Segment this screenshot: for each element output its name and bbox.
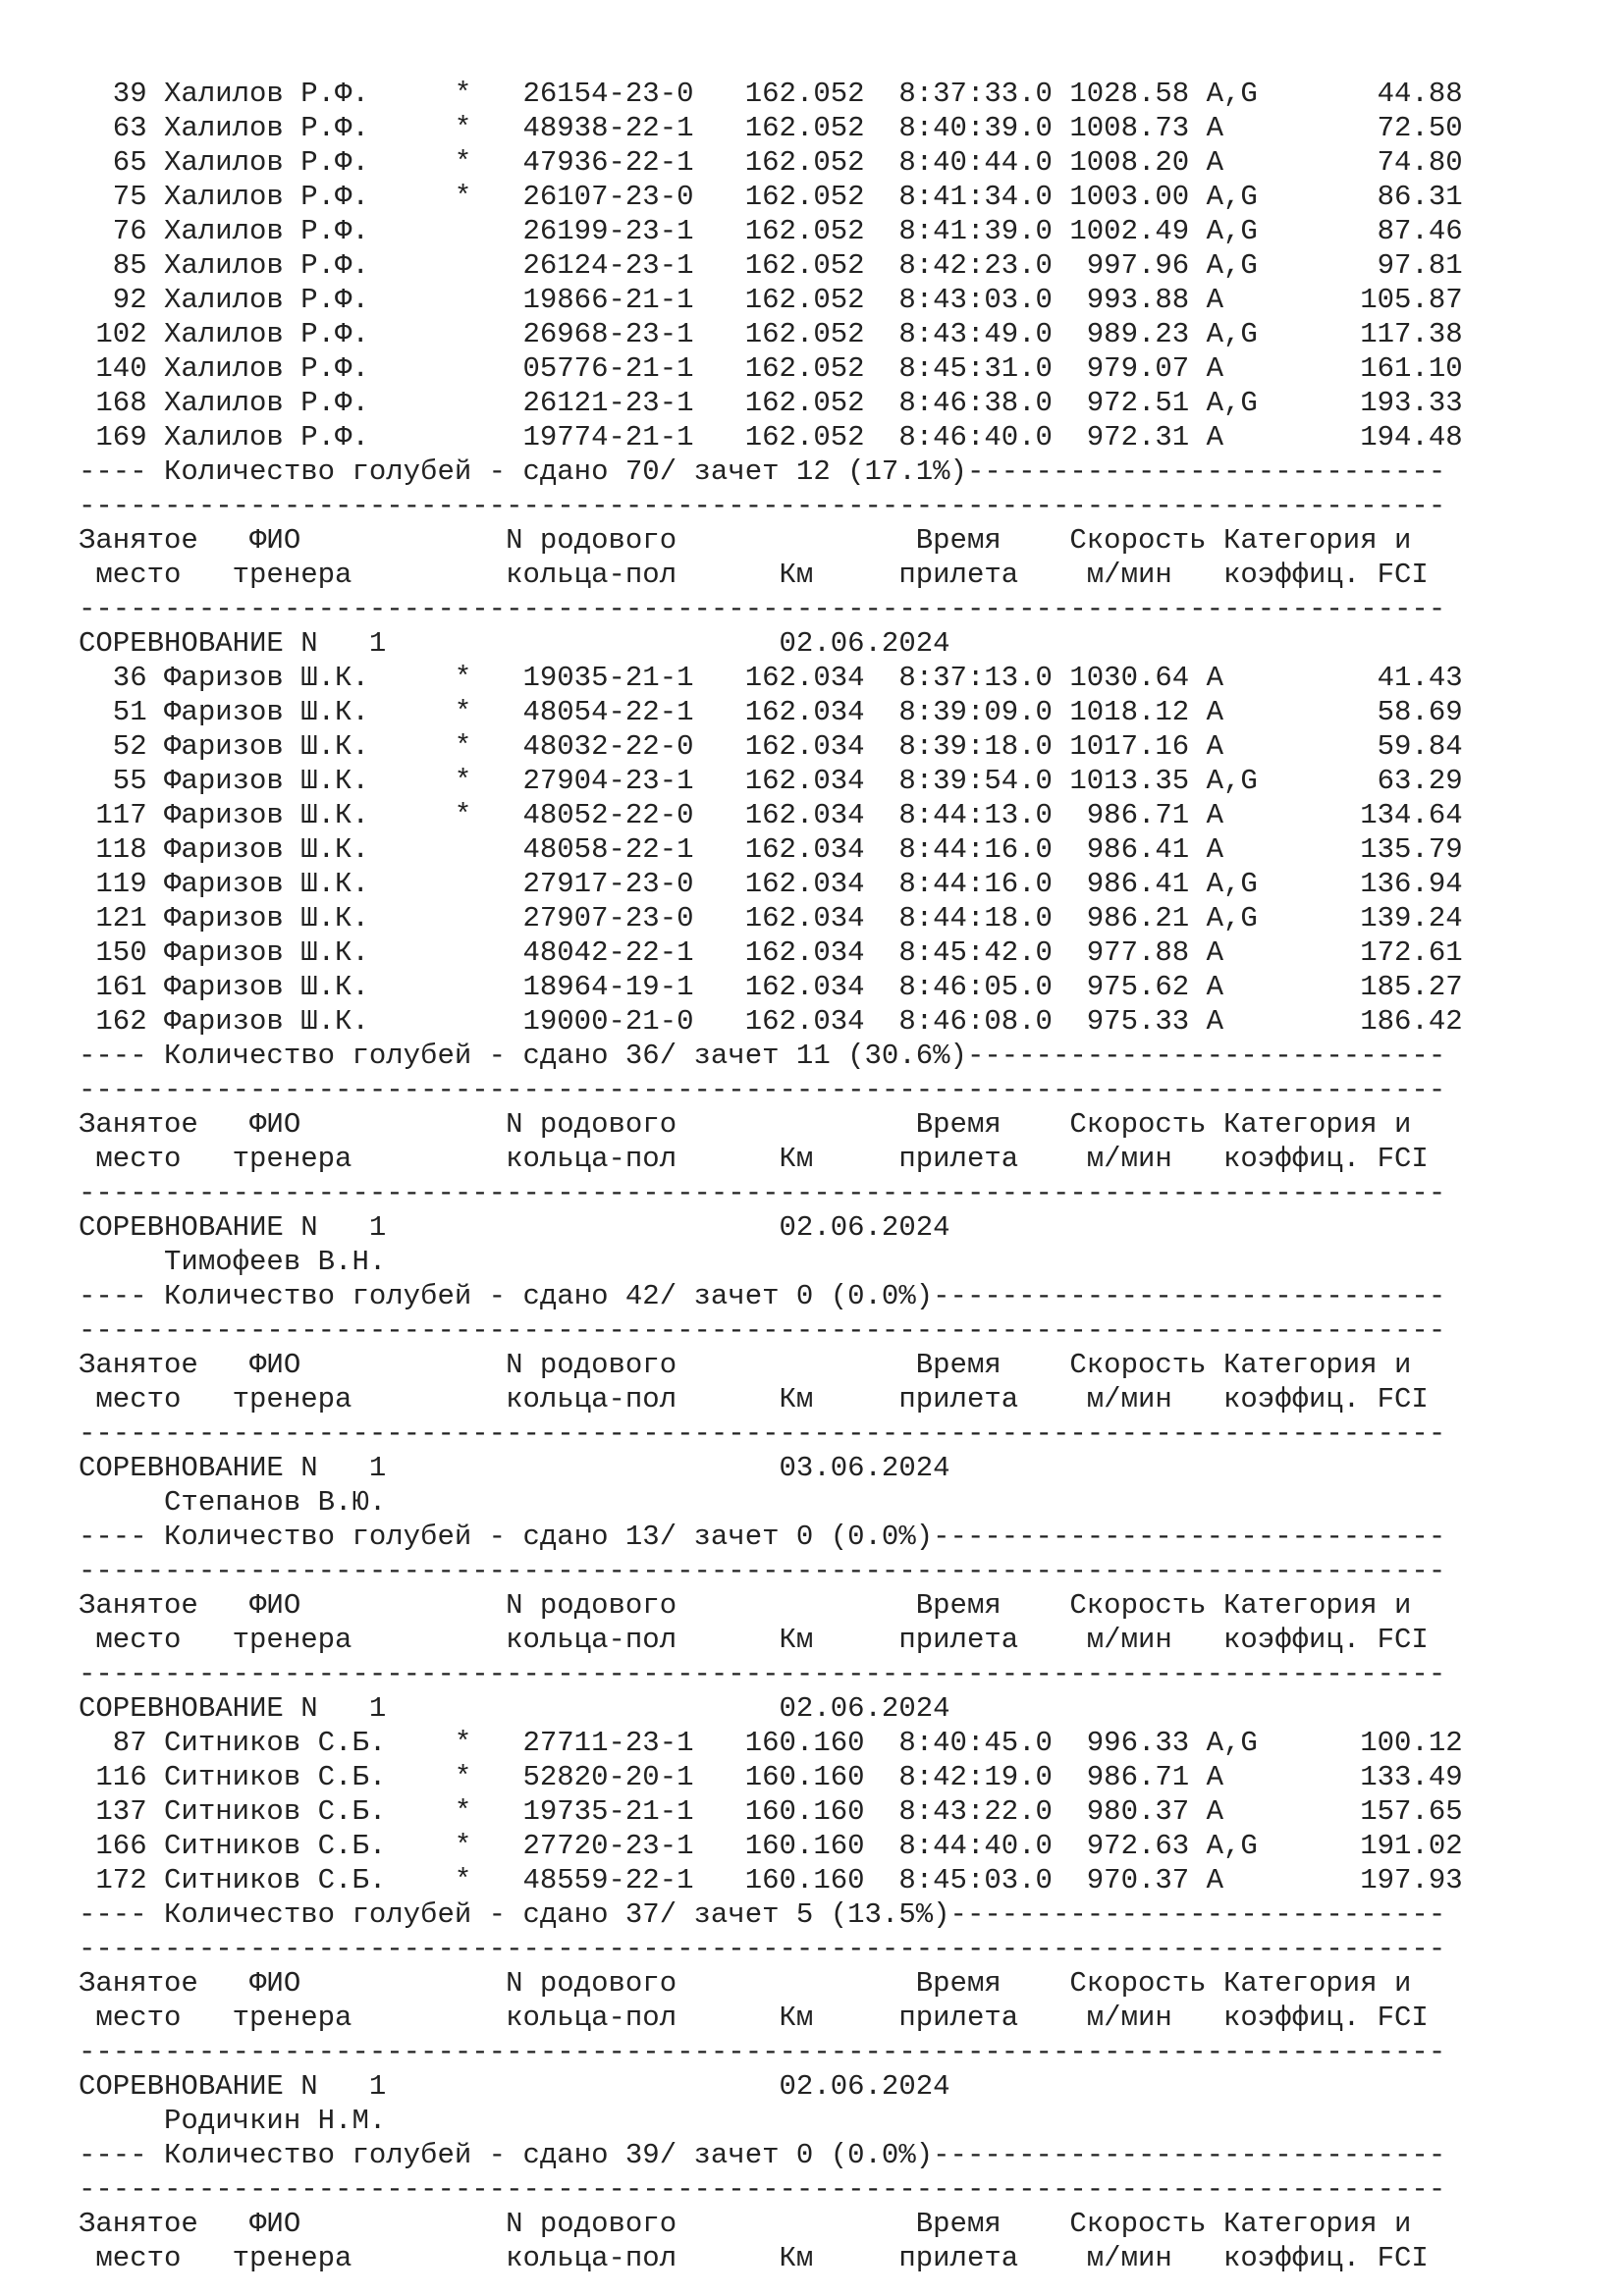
summary-line: ---- Количество голубей - сдано 70/ зачет 12 (17.1%)---------------------------- (79, 455, 1446, 488)
result-row: 65 Халилов Р.Ф. * 47936-22-1 162.052 8:40:44.0 1008.20 A 74.80 (79, 146, 1463, 179)
result-row: 121 Фаризов Ш.К. 27907-23-0 162.034 8:44:18.0 986.21 A,G 139.24 (79, 902, 1463, 934)
result-row: 63 Халилов Р.Ф. * 48938-22-1 162.052 8:40:39.0 1008.73 A 72.50 (79, 112, 1463, 144)
header-row-2: место тренера кольца-пол Км прилета м/мин коэффиц. FCI (79, 2242, 1429, 2274)
divider: -------------------------------------------------------------------------------- (79, 1177, 1446, 1209)
header-row-1: Занятое ФИО N родового Время Скорость Категория и (79, 1108, 1412, 1141)
divider: -------------------------------------------------------------------------------- (79, 490, 1446, 522)
result-row: 116 Ситников С.Б. * 52820-20-1 160.160 8:42:19.0 986.71 A 133.49 (79, 1761, 1463, 1793)
result-row: 55 Фаризов Ш.К. * 27904-23-1 162.034 8:39:54.0 1013.35 A,G 63.29 (79, 765, 1463, 797)
divider: -------------------------------------------------------------------------------- (79, 1555, 1446, 1587)
competition-line: СОРЕВНОВАНИЕ N 1 02.06.2024 (79, 1692, 950, 1725)
header-row-1: Занятое ФИО N родового Время Скорость Категория и (79, 1589, 1412, 1622)
summary-line: ---- Количество голубей - сдано 37/ зачет 5 (13.5%)----------------------------- (79, 1898, 1446, 1931)
result-row: 140 Халилов Р.Ф. 05776-21-1 162.052 8:45:31.0 979.07 A 161.10 (79, 352, 1463, 385)
trainer-name: Родичкин Н.М. (79, 2105, 387, 2137)
competition-line: СОРЕВНОВАНИЕ N 1 03.06.2024 (79, 1452, 950, 1484)
result-row: 117 Фаризов Ш.К. * 48052-22-0 162.034 8:44:13.0 986.71 A 134.64 (79, 799, 1463, 831)
trainer-name: Степанов В.Ю. (79, 1486, 387, 1519)
result-row: 118 Фаризов Ш.К. 48058-22-1 162.034 8:44:16.0 986.41 A 135.79 (79, 833, 1463, 866)
divider: -------------------------------------------------------------------------------- (79, 1314, 1446, 1347)
result-row: 39 Халилов Р.Ф. * 26154-23-0 162.052 8:37:33.0 1028.58 A,G 44.88 (79, 78, 1463, 110)
divider: -------------------------------------------------------------------------------- (79, 1658, 1446, 1690)
header-row-1: Занятое ФИО N родового Время Скорость Категория и (79, 1967, 1412, 2000)
competition-line: СОРЕВНОВАНИЕ N 1 02.06.2024 (79, 1211, 950, 1244)
header-row-2: место тренера кольца-пол Км прилета м/мин коэффиц. FCI (79, 1383, 1429, 1415)
header-row-2: место тренера кольца-пол Км прилета м/мин коэффиц. FCI (79, 559, 1429, 591)
result-row: 119 Фаризов Ш.К. 27917-23-0 162.034 8:44:16.0 986.41 A,G 136.94 (79, 868, 1463, 900)
result-row: 161 Фаризов Ш.К. 18964-19-1 162.034 8:46:05.0 975.62 A 185.27 (79, 971, 1463, 1003)
summary-line: ---- Количество голубей - сдано 13/ зачет 0 (0.0%)------------------------------ (79, 1521, 1446, 1553)
result-row: 75 Халилов Р.Ф. * 26107-23-0 162.052 8:41:34.0 1003.00 A,G 86.31 (79, 181, 1463, 213)
result-row: 51 Фаризов Ш.К. * 48054-22-1 162.034 8:39:09.0 1018.12 A 58.69 (79, 696, 1463, 728)
divider: -------------------------------------------------------------------------------- (79, 593, 1446, 625)
result-row: 87 Ситников С.Б. * 27711-23-1 160.160 8:40:45.0 996.33 A,G 100.12 (79, 1727, 1463, 1759)
header-row-1: Занятое ФИО N родового Время Скорость Категория и (79, 524, 1412, 557)
divider: -------------------------------------------------------------------------------- (79, 2173, 1446, 2206)
divider: -------------------------------------------------------------------------------- (79, 2036, 1446, 2068)
result-row: 52 Фаризов Ш.К. * 48032-22-0 162.034 8:39:18.0 1017.16 A 59.84 (79, 730, 1463, 763)
header-row-2: место тренера кольца-пол Км прилета м/мин коэффиц. FCI (79, 2002, 1429, 2034)
result-row: 92 Халилов Р.Ф. 19866-21-1 162.052 8:43:03.0 993.88 A 105.87 (79, 284, 1463, 316)
result-row: 76 Халилов Р.Ф. 26199-23-1 162.052 8:41:39.0 1002.49 A,G 87.46 (79, 215, 1463, 247)
competition-line: СОРЕВНОВАНИЕ N 1 02.06.2024 (79, 627, 950, 660)
divider: -------------------------------------------------------------------------------- (79, 1933, 1446, 1965)
result-row: 162 Фаризов Ш.К. 19000-21-0 162.034 8:46:08.0 975.33 A 186.42 (79, 1005, 1463, 1038)
summary-line: ---- Количество голубей - сдано 42/ зачет 0 (0.0%)------------------------------ (79, 1280, 1446, 1312)
result-row: 172 Ситников С.Б. * 48559-22-1 160.160 8:45:03.0 970.37 A 197.93 (79, 1864, 1463, 1896)
result-row: 150 Фаризов Ш.К. 48042-22-1 162.034 8:45:42.0 977.88 A 172.61 (79, 936, 1463, 969)
result-row: 36 Фаризов Ш.К. * 19035-21-1 162.034 8:37:13.0 1030.64 A 41.43 (79, 662, 1463, 694)
trainer-name: Тимофеев В.Н. (79, 1246, 387, 1278)
competition-line: СОРЕВНОВАНИЕ N 1 02.06.2024 (79, 2070, 950, 2103)
result-row: 85 Халилов Р.Ф. 26124-23-1 162.052 8:42:23.0 997.96 A,G 97.81 (79, 249, 1463, 282)
divider: -------------------------------------------------------------------------------- (79, 1417, 1446, 1450)
result-row: 168 Халилов Р.Ф. 26121-23-1 162.052 8:46:38.0 972.51 A,G 193.33 (79, 387, 1463, 419)
results-document (79, 77, 1551, 2275)
header-row-1: Занятое ФИО N родового Время Скорость Категория и (79, 2208, 1412, 2240)
header-row-2: место тренера кольца-пол Км прилета м/мин коэффиц. FCI (79, 1143, 1429, 1175)
result-row: 102 Халилов Р.Ф. 26968-23-1 162.052 8:43:49.0 989.23 A,G 117.38 (79, 318, 1463, 350)
header-row-2: место тренера кольца-пол Км прилета м/мин коэффиц. FCI (79, 1624, 1429, 1656)
divider: -------------------------------------------------------------------------------- (79, 1074, 1446, 1106)
summary-line: ---- Количество голубей - сдано 39/ зачет 0 (0.0%)------------------------------ (79, 2139, 1446, 2171)
header-row-1: Занятое ФИО N родового Время Скорость Категория и (79, 1349, 1412, 1381)
result-row: 169 Халилов Р.Ф. 19774-21-1 162.052 8:46:40.0 972.31 A 194.48 (79, 421, 1463, 454)
result-row: 166 Ситников С.Б. * 27720-23-1 160.160 8:44:40.0 972.63 A,G 191.02 (79, 1830, 1463, 1862)
result-row: 137 Ситников С.Б. * 19735-21-1 160.160 8:43:22.0 980.37 A 157.65 (79, 1795, 1463, 1828)
summary-line: ---- Количество голубей - сдано 36/ зачет 11 (30.6%)---------------------------- (79, 1040, 1446, 1072)
